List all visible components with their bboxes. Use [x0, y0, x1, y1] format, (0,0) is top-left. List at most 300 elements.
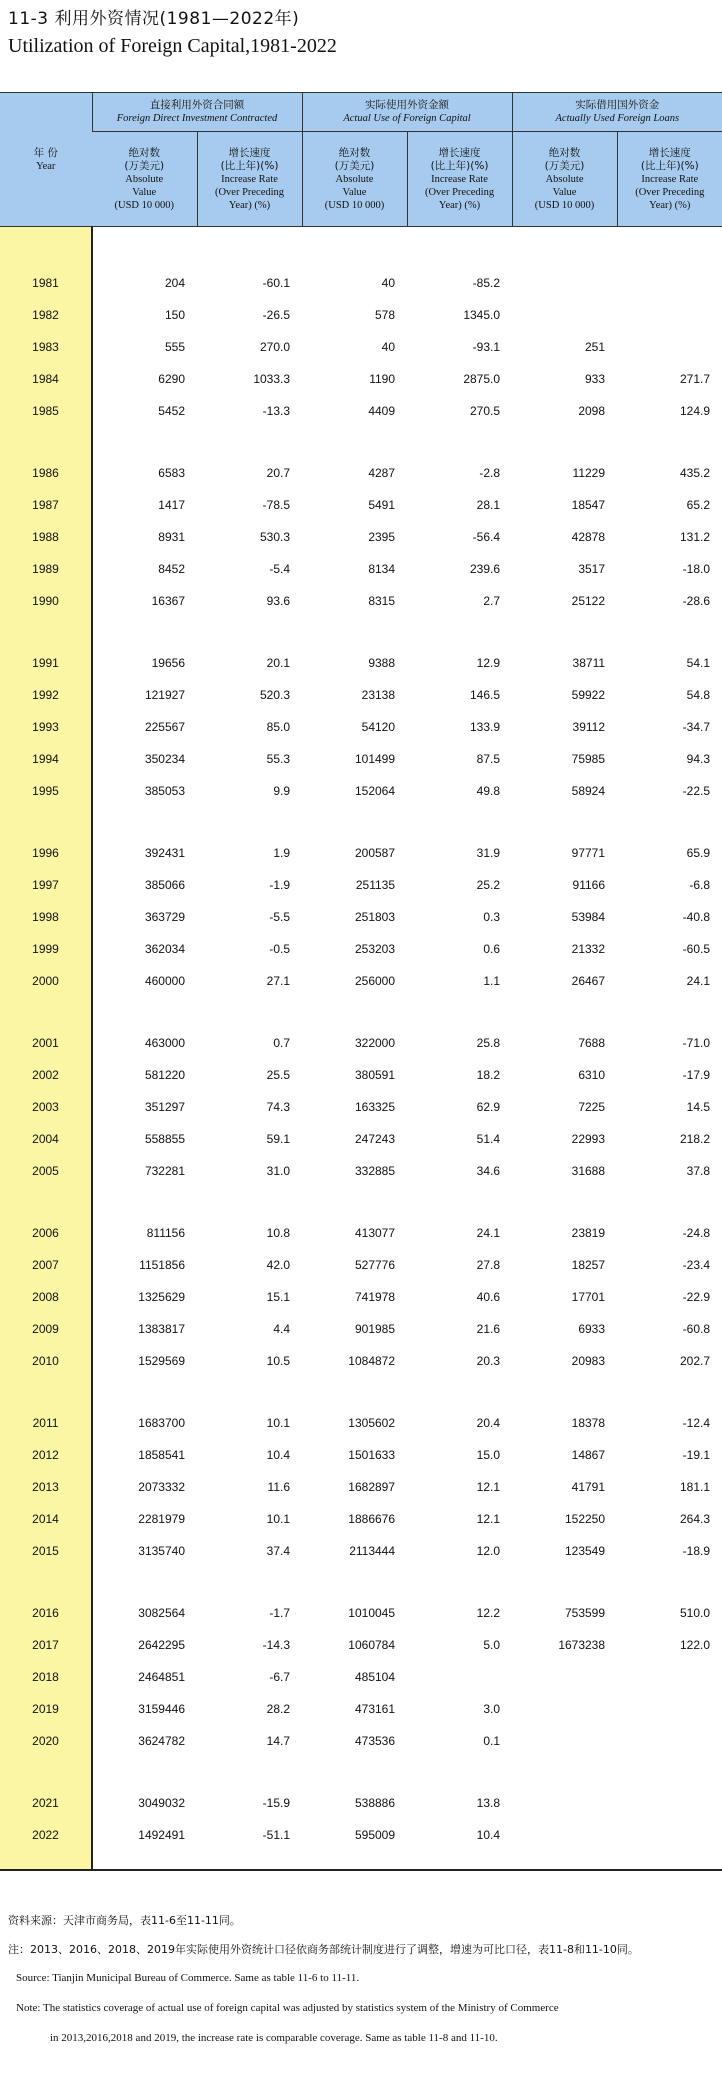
- value-cell: 1190: [369, 372, 396, 386]
- value-cell: 18547: [571, 498, 606, 512]
- spacer-cell: [197, 617, 302, 647]
- group-header-en: Foreign Direct Investment Contracted: [116, 113, 278, 124]
- spacer-cell: [617, 1757, 722, 1787]
- value-cell: -26.5: [262, 308, 291, 322]
- spacer-cell: [197, 1377, 302, 1407]
- header-line: Absolute: [545, 173, 584, 185]
- value-cell: 247243: [354, 1132, 396, 1146]
- header-line: (Over Preceding: [424, 186, 495, 198]
- value-cell: 121927: [144, 688, 185, 702]
- value-cell: 3049032: [138, 1796, 185, 1810]
- sub-header-row: [0, 132, 722, 227]
- value-cell: -93.1: [472, 340, 501, 354]
- source-note-zh: 资料来源：天津市商务局，表11-6至11-11同。: [8, 1914, 241, 1927]
- year-cell: 1998: [0, 901, 92, 933]
- value-cell: 87.5: [476, 752, 501, 766]
- table-row: [0, 395, 722, 427]
- group-header-actual-use: [302, 93, 512, 132]
- value-cell: 2.7: [483, 594, 501, 608]
- year-cell: 2002: [0, 1059, 92, 1091]
- value-cell: 24.1: [476, 1226, 501, 1240]
- value-cell: 350234: [144, 752, 185, 766]
- year-cell: 2020: [0, 1725, 92, 1757]
- value-cell: 485104: [354, 1670, 396, 1684]
- value-cell: 6290: [158, 372, 185, 386]
- spacer-cell: [92, 1851, 197, 1870]
- spacer-cell: [92, 1757, 197, 1787]
- table-header: [0, 93, 722, 227]
- spacer-cell: [407, 1567, 512, 1597]
- value-cell: 8452: [158, 562, 185, 576]
- year-cell: 2010: [0, 1345, 92, 1377]
- group-header-en: Actually Used Foreign Loans: [555, 113, 680, 124]
- value-cell: 20983: [571, 1354, 606, 1368]
- spacer-cell: [92, 1567, 197, 1597]
- table-row: [0, 363, 722, 395]
- value-cell: 3.0: [483, 1702, 501, 1716]
- header-line: Increase Rate: [221, 173, 278, 185]
- value-cell: -34.7: [682, 720, 711, 734]
- value-cell: 253203: [354, 942, 396, 956]
- value-cell: 753599: [564, 1606, 606, 1620]
- value-cell: 12.2: [476, 1606, 501, 1620]
- value-cell: 54120: [361, 720, 396, 734]
- spacer-cell: [302, 227, 407, 268]
- value-cell: 362034: [144, 942, 185, 956]
- year-cell: 2022: [0, 1819, 92, 1851]
- year-cell: 2017: [0, 1629, 92, 1661]
- table-row: [0, 1661, 722, 1693]
- table-row: [0, 1407, 722, 1439]
- value-cell: 20.3: [476, 1354, 501, 1368]
- spacer-cell: [407, 1187, 512, 1217]
- year-cell: 2001: [0, 1027, 92, 1059]
- value-cell: 380591: [354, 1068, 396, 1082]
- spacer-cell: [512, 1187, 617, 1217]
- value-cell: 41791: [571, 1480, 606, 1494]
- header-line: (Over Preceding: [635, 186, 705, 198]
- value-cell: -12.4: [682, 1416, 711, 1430]
- value-cell: 42878: [571, 530, 606, 544]
- value-cell: 38711: [572, 656, 606, 670]
- value-cell: 239.6: [470, 562, 501, 576]
- header-line: 绝对数: [548, 146, 581, 159]
- header-line: 绝对数: [128, 146, 160, 159]
- table-row: [0, 1787, 722, 1819]
- value-cell: 131.2: [680, 530, 711, 544]
- value-cell: 732281: [144, 1164, 185, 1178]
- value-cell: -60.1: [262, 276, 291, 290]
- year-cell: 1983: [0, 331, 92, 363]
- value-cell: 435.2: [680, 466, 711, 480]
- header-line: (万美元): [334, 159, 375, 172]
- table-row: [0, 1217, 722, 1249]
- value-cell: 54.1: [686, 656, 711, 670]
- value-cell: 538886: [354, 1796, 396, 1810]
- spacer-cell: [197, 1757, 302, 1787]
- value-cell: -18.9: [682, 1544, 711, 1558]
- value-cell: 37.8: [686, 1164, 711, 1178]
- value-cell: 811156: [146, 1226, 185, 1240]
- value-cell: 332885: [354, 1164, 396, 1178]
- year-cell: 1981: [0, 267, 92, 299]
- year-cell: 1982: [0, 299, 92, 331]
- table-row: [0, 647, 722, 679]
- table-body: [0, 227, 722, 1871]
- spacer-cell: [512, 1377, 617, 1407]
- table-row: [0, 901, 722, 933]
- value-cell: 555: [164, 340, 185, 354]
- value-cell: 94.3: [686, 752, 711, 766]
- value-cell: 3624782: [138, 1734, 185, 1748]
- header-line: Year) (%): [649, 199, 691, 211]
- value-cell: 741978: [354, 1290, 396, 1304]
- spacer-cell: [512, 997, 617, 1027]
- spacer-cell: [407, 227, 512, 268]
- value-cell: 12.1: [476, 1480, 501, 1494]
- value-cell: 54.8: [686, 688, 711, 702]
- value-cell: 74.3: [266, 1100, 291, 1114]
- year-header-zh: 年 份: [33, 146, 58, 159]
- group-header-fdi: [92, 93, 302, 132]
- value-cell: -15.9: [262, 1796, 291, 1810]
- value-cell: 1010045: [348, 1606, 396, 1620]
- value-cell: 12.9: [476, 656, 501, 670]
- table-row: [0, 1629, 722, 1661]
- value-cell: 413077: [354, 1226, 396, 1240]
- spacer-cell: [0, 1567, 92, 1597]
- value-cell: 85.0: [266, 720, 291, 734]
- table-title-zh: 11-3 利用外资情况(1981—2022年): [8, 9, 300, 29]
- value-cell: 5.0: [483, 1638, 501, 1652]
- value-cell: 2875.0: [463, 372, 501, 386]
- value-cell: 122.0: [680, 1638, 711, 1652]
- value-cell: [617, 1661, 722, 1693]
- value-cell: 31.9: [476, 846, 501, 860]
- value-cell: 0.7: [273, 1036, 291, 1050]
- footnote-en-line1: Note: The statistics coverage of actual use of foreign capital was adjusted by statistics system of the Ministry of Commerce: [16, 2002, 559, 2014]
- header-line: (比上年)(%): [430, 159, 489, 172]
- header-line: Absolute: [335, 173, 374, 185]
- header-line: (Over Preceding: [214, 186, 285, 198]
- header-line: (万美元): [124, 159, 165, 172]
- value-cell: 1886676: [348, 1512, 396, 1526]
- value-cell: -23.4: [682, 1258, 711, 1272]
- table-row: [0, 1027, 722, 1059]
- value-cell: 530.3: [259, 530, 291, 544]
- value-cell: 150: [164, 308, 185, 322]
- spacer-cell: [0, 997, 92, 1027]
- value-cell: -85.2: [472, 276, 501, 290]
- spacer-cell: [302, 617, 407, 647]
- group-header-zh: 实际使用外资金额: [365, 99, 450, 111]
- value-cell: 218.2: [680, 1132, 711, 1146]
- value-cell: 65.9: [686, 846, 711, 860]
- spacer-row: [0, 1567, 722, 1597]
- footnote-zh: 注：2013、2016、2018、2019年实际使用外资统计口径依商务部统计制度进行了调整，增速为可比口径，表11-8和11-10同。: [8, 1943, 639, 1956]
- value-cell: -24.8: [682, 1226, 711, 1240]
- value-cell: 385053: [144, 784, 185, 798]
- value-cell: 1417: [158, 498, 185, 512]
- value-cell: 59922: [571, 688, 606, 702]
- year-cell: 2016: [0, 1597, 92, 1629]
- year-cell: 2021: [0, 1787, 92, 1819]
- spacer-cell: [512, 427, 617, 457]
- spacer-cell: [302, 1377, 407, 1407]
- value-cell: 39112: [572, 720, 606, 734]
- value-cell: 20.4: [476, 1416, 501, 1430]
- year-header: [0, 93, 92, 227]
- value-cell: -6.7: [269, 1670, 291, 1684]
- year-cell: 2006: [0, 1217, 92, 1249]
- value-cell: 42.0: [266, 1258, 291, 1272]
- year-cell: 1986: [0, 457, 92, 489]
- spacer-cell: [407, 1851, 512, 1870]
- spacer-cell: [617, 807, 722, 837]
- value-cell: 75985: [571, 752, 606, 766]
- value-cell: 251: [585, 340, 606, 354]
- value-cell: 91166: [572, 878, 606, 892]
- spacer-row: [0, 227, 722, 268]
- absolute-value-header: [302, 132, 407, 227]
- value-cell: 0.3: [483, 910, 501, 924]
- year-cell: 2007: [0, 1249, 92, 1281]
- spacer-cell: [617, 617, 722, 647]
- value-cell: 251803: [354, 910, 396, 924]
- table-row: [0, 837, 722, 869]
- group-header-zh: 直接利用外资合同额: [149, 99, 245, 111]
- value-cell: 460000: [144, 974, 185, 988]
- value-cell: 933: [585, 372, 606, 386]
- spacer-cell: [0, 617, 92, 647]
- value-cell: 1151856: [139, 1258, 185, 1272]
- value-cell: 392431: [144, 846, 185, 860]
- value-cell: 9388: [368, 656, 396, 670]
- value-cell: 527776: [354, 1258, 396, 1272]
- value-cell: -56.4: [472, 530, 501, 544]
- data-table: [0, 92, 722, 1871]
- value-cell: 6310: [578, 1068, 606, 1082]
- value-cell: 581220: [144, 1068, 185, 1082]
- value-cell: 1673238: [558, 1638, 606, 1652]
- spacer-cell: [92, 997, 197, 1027]
- value-cell: [512, 1787, 617, 1819]
- table-row: [0, 1249, 722, 1281]
- table-row: [0, 679, 722, 711]
- value-cell: 200587: [354, 846, 396, 860]
- value-cell: 264.3: [680, 1512, 711, 1526]
- header-line: Absolute: [125, 173, 164, 185]
- spacer-cell: [92, 227, 197, 268]
- header-line: Year) (%): [228, 199, 271, 211]
- spacer-cell: [302, 807, 407, 837]
- value-cell: 40: [381, 340, 396, 354]
- value-cell: 6583: [158, 466, 185, 480]
- year-cell: 2008: [0, 1281, 92, 1313]
- value-cell: 123549: [564, 1544, 606, 1558]
- value-cell: 1325629: [138, 1290, 185, 1304]
- value-cell: 3135740: [138, 1544, 185, 1558]
- value-cell: 23138: [361, 688, 396, 702]
- year-cell: 1989: [0, 553, 92, 585]
- header-line: Value: [342, 186, 367, 198]
- value-cell: 1529569: [138, 1354, 185, 1368]
- value-cell: 5452: [158, 404, 185, 418]
- year-cell: 2019: [0, 1693, 92, 1725]
- spacer-cell: [0, 427, 92, 457]
- value-cell: 181.1: [680, 1480, 711, 1494]
- value-cell: 5491: [368, 498, 396, 512]
- value-cell: 23819: [571, 1226, 606, 1240]
- table-row: [0, 869, 722, 901]
- value-cell: 595009: [354, 1828, 396, 1842]
- value-cell: 34.6: [476, 1164, 501, 1178]
- increase-rate-header: [617, 132, 722, 227]
- value-cell: 351297: [144, 1100, 185, 1114]
- year-cell: 2011: [0, 1407, 92, 1439]
- year-cell: 2005: [0, 1155, 92, 1187]
- table-row: [0, 1091, 722, 1123]
- increase-rate-header: [197, 132, 302, 227]
- header-line: Value: [552, 186, 577, 198]
- value-cell: 20.1: [266, 656, 291, 670]
- spacer-cell: [197, 1567, 302, 1597]
- value-cell: -17.9: [682, 1068, 711, 1082]
- value-cell: [617, 299, 722, 331]
- spacer-row: [0, 807, 722, 837]
- spacer-row: [0, 617, 722, 647]
- table-row: [0, 743, 722, 775]
- table-row: [0, 299, 722, 331]
- year-cell: 2004: [0, 1123, 92, 1155]
- year-cell: 2014: [0, 1503, 92, 1535]
- value-cell: -0.5: [269, 942, 291, 956]
- header-line: Increase Rate: [641, 173, 699, 185]
- value-cell: -2.8: [479, 466, 501, 480]
- header-line: Value: [132, 186, 157, 198]
- value-cell: 270.5: [470, 404, 501, 418]
- footnote-en-line2: in 2013,2016,2018 and 2019, the increase rate is comparable coverage. Same as table 11-8 and 11-10.: [50, 2032, 498, 2044]
- value-cell: 28.1: [476, 498, 501, 512]
- value-cell: 7688: [578, 1036, 606, 1050]
- value-cell: 2395: [368, 530, 396, 544]
- value-cell: 51.4: [476, 1132, 501, 1146]
- value-cell: 8931: [158, 530, 185, 544]
- value-cell: -18.0: [682, 562, 711, 576]
- table-row: [0, 553, 722, 585]
- value-cell: 26467: [571, 974, 606, 988]
- value-cell: 12.0: [476, 1544, 501, 1558]
- value-cell: 473536: [354, 1734, 396, 1748]
- value-cell: 40: [381, 276, 396, 290]
- value-cell: 202.7: [680, 1354, 711, 1368]
- value-cell: 62.9: [476, 1100, 501, 1114]
- value-cell: 55.3: [266, 752, 291, 766]
- spacer-cell: [512, 617, 617, 647]
- value-cell: 18378: [571, 1416, 606, 1430]
- year-cell: 1987: [0, 489, 92, 521]
- value-cell: 18.2: [476, 1068, 501, 1082]
- year-cell: 1996: [0, 837, 92, 869]
- value-cell: 18257: [571, 1258, 606, 1272]
- value-cell: [407, 1661, 512, 1693]
- value-cell: [617, 1725, 722, 1757]
- value-cell: 2098: [578, 404, 606, 418]
- value-cell: -19.1: [682, 1448, 711, 1462]
- value-cell: 17701: [571, 1290, 606, 1304]
- group-header-en: Actual Use of Foreign Capital: [343, 113, 471, 124]
- year-cell: 1997: [0, 869, 92, 901]
- value-cell: 3159446: [138, 1702, 185, 1716]
- absolute-value-header: [92, 132, 197, 227]
- spacer-cell: [92, 1187, 197, 1217]
- year-cell: 2013: [0, 1471, 92, 1503]
- year-cell: 1984: [0, 363, 92, 395]
- value-cell: 204: [164, 276, 185, 290]
- year-cell: 2018: [0, 1661, 92, 1693]
- spacer-row: [0, 1377, 722, 1407]
- spacer-cell: [512, 1757, 617, 1787]
- table-row: [0, 1597, 722, 1629]
- spacer-cell: [407, 1377, 512, 1407]
- value-cell: 1033.3: [253, 372, 291, 386]
- value-cell: -14.3: [262, 1638, 291, 1652]
- value-cell: -71.0: [682, 1036, 711, 1050]
- value-cell: 40.6: [476, 1290, 501, 1304]
- value-cell: -13.3: [262, 404, 291, 418]
- value-cell: 15.0: [476, 1448, 501, 1462]
- spacer-cell: [407, 427, 512, 457]
- value-cell: 1.9: [273, 846, 291, 860]
- spacer-cell: [0, 1757, 92, 1787]
- value-cell: 385066: [144, 878, 185, 892]
- spacer-cell: [617, 427, 722, 457]
- value-cell: 31.0: [266, 1164, 291, 1178]
- table-row: [0, 1819, 722, 1851]
- year-cell: 1992: [0, 679, 92, 711]
- spacer-cell: [197, 227, 302, 268]
- value-cell: [512, 299, 617, 331]
- header-line: (USD 10 000): [114, 199, 174, 211]
- value-cell: 4.4: [273, 1322, 291, 1336]
- table-row: [0, 585, 722, 617]
- table-row: [0, 1123, 722, 1155]
- value-cell: 14.7: [266, 1734, 291, 1748]
- value-cell: 1501633: [348, 1448, 396, 1462]
- value-cell: 520.3: [259, 688, 291, 702]
- value-cell: [512, 1661, 617, 1693]
- absolute-value-header: [512, 132, 617, 227]
- spacer-cell: [197, 807, 302, 837]
- value-cell: -60.5: [682, 942, 711, 956]
- year-cell: 2003: [0, 1091, 92, 1123]
- spacer-cell: [197, 427, 302, 457]
- value-cell: 578: [374, 308, 396, 322]
- table-row: [0, 1155, 722, 1187]
- value-cell: 3517: [578, 562, 606, 576]
- value-cell: 473161: [354, 1702, 396, 1716]
- value-cell: -28.6: [682, 594, 711, 608]
- year-header-en: Year: [36, 160, 56, 172]
- year-cell: 2000: [0, 965, 92, 997]
- value-cell: 1.1: [483, 974, 501, 988]
- value-cell: [617, 1693, 722, 1725]
- value-cell: 901985: [354, 1322, 396, 1336]
- spacer-cell: [617, 1567, 722, 1597]
- value-cell: 3082564: [138, 1606, 185, 1620]
- value-cell: -40.8: [682, 910, 711, 924]
- value-cell: 10.1: [266, 1512, 291, 1526]
